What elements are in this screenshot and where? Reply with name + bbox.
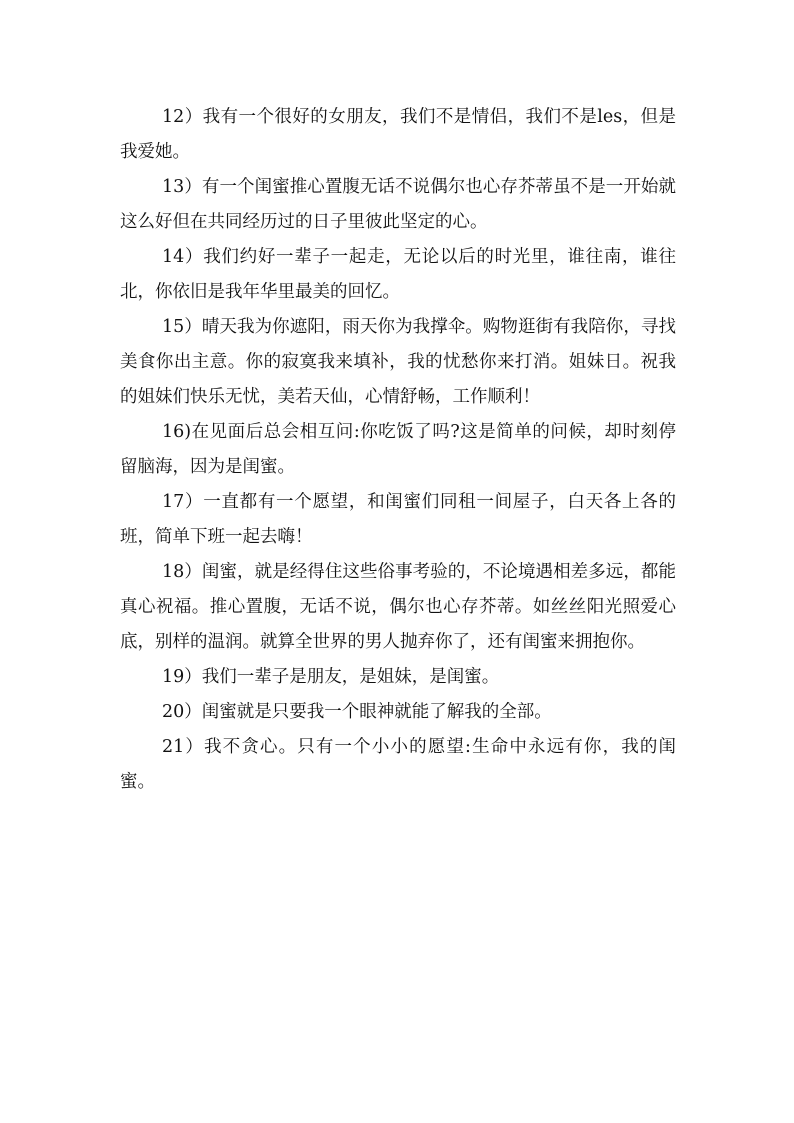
paragraph-12: 12）我有一个很好的女朋友，我们不是情侣，我们不是les，但是我爱她。 xyxy=(120,107,676,162)
paragraph-18: 18）闺蜜，就是经得住这些俗事考验的，不论境遇相差多远，都能真心祝福。推心置腹，无话不说，偶尔也心存芥蒂。如丝丝阳光照爱心底，别样的温润。就算全世界的男人抛弃你了，还有闺蜜来拥抱你。 xyxy=(120,562,676,652)
paragraph-15: 15）晴天我为你遮阳，雨天你为我撑伞。购物逛街有我陪你，寻找美食你出主意。你的寂寞我来填补，我的忧愁你来打消。姐妹日。祝我的姐妹们快乐无忧，美若天仙，心情舒畅，工作顺利！ xyxy=(120,317,676,407)
paragraph-16: 16)在见面后总会相互问:你吃饭了吗?这是简单的问候，却时刻停留脑海，因为是闺蜜。 xyxy=(120,422,676,477)
paragraph-14: 14）我们约好一辈子一起走，无论以后的时光里，谁往南，谁往北，你依旧是我年华里最美的回忆。 xyxy=(120,247,676,302)
document-body xyxy=(120,100,676,800)
paragraph-21: 21）我不贪心。只有一个小小的愿望:生命中永远有你，我的闺蜜。 xyxy=(120,737,676,792)
paragraph-20: 20）闺蜜就是只要我一个眼神就能了解我的全部。 xyxy=(162,702,552,722)
paragraph-19: 19）我们一辈子是朋友，是姐妹，是闺蜜。 xyxy=(162,667,500,687)
paragraph-17: 17）一直都有一个愿望，和闺蜜们同租一间屋子，白天各上各的班，简单下班一起去嗨！ xyxy=(120,492,676,547)
paragraph-13: 13）有一个闺蜜推心置腹无话不说偶尔也心存芥蒂虽不是一开始就这么好但在共同经历过的日子里彼此坚定的心。 xyxy=(120,177,676,232)
